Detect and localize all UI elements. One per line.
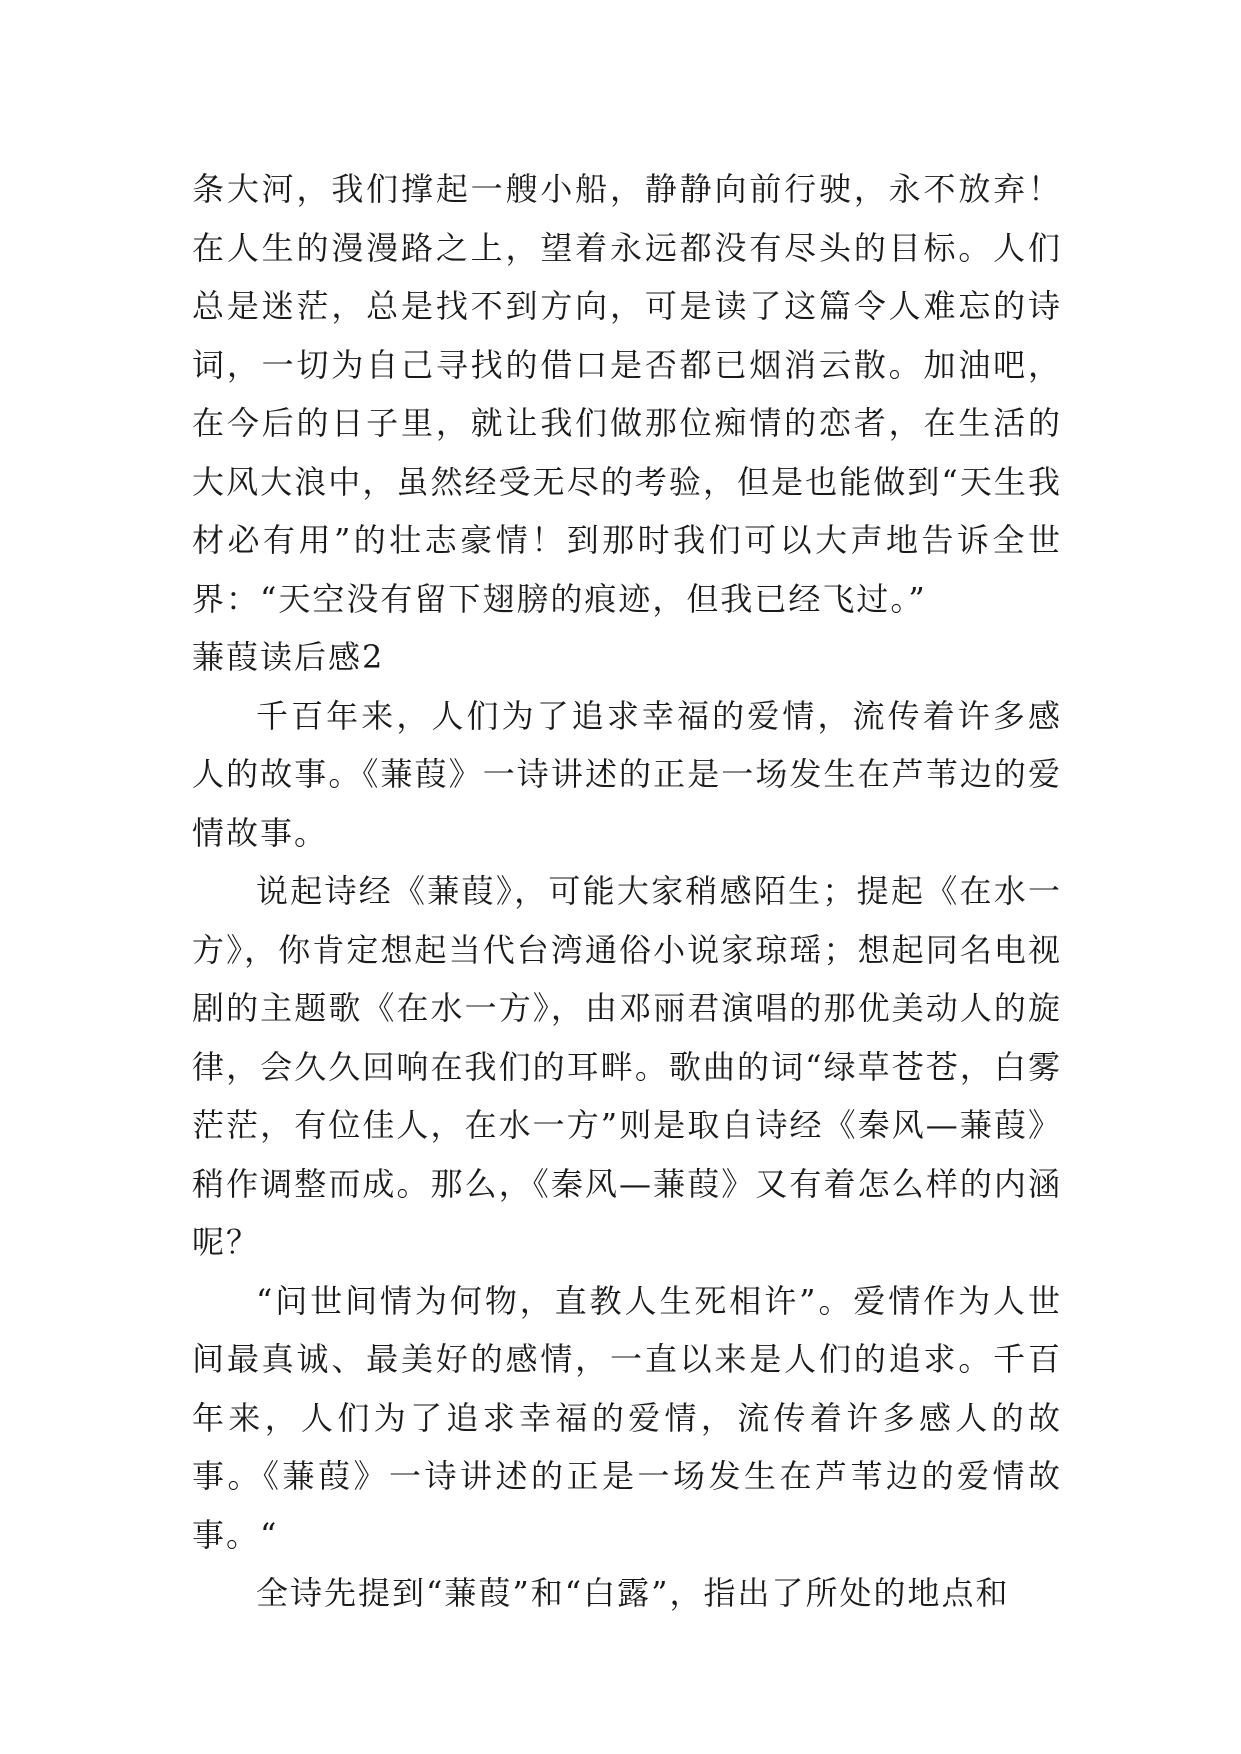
section-title: 蒹葭读后感2 <box>192 638 385 676</box>
paragraph: 全诗先提到“蒹葭”和“白露”，指出了所处的地点和 <box>256 1574 1010 1612</box>
document-body <box>192 160 1062 1623</box>
paragraph: 说起诗经《蒹葭》，可能大家稍感陌生；提起《在水一方》，你肯定想起当代台湾通俗小说家琼瑶；想起同名电视剧的主题歌《在水一方》，由邓丽君演唱的那优美动人的旋律，会久久回响在我们的耳畔。歌曲的词“绿草苍苍，白雾茫茫，有位佳人，在水一方”则是取自诗经《秦风—蒹葭》稍作调整而成。那么，《秦风—蒹葭》又有着怎么样的内涵呢？ <box>192 872 1062 1261</box>
paragraph: “问世间情为何物，直教人生死相许”。爱情作为人世间最真诚、最美好的感情，一直以来是人们的追求。千百年来，人们为了追求幸福的爱情，流传着许多感人的故事。《蒹葭》一诗讲述的正是一场发生在芦苇边的爱情故事。“ <box>192 1281 1062 1554</box>
paragraph: 条大河，我们撑起一艘小船，静静向前行驶，永不放弃！在人生的漫漫路之上，望着永远都没有尽头的目标。人们总是迷茫，总是找不到方向，可是读了这篇令人难忘的诗词，一切为自己寻找的借口是否都已烟消云散。加油吧，在今后的日子里，就让我们做那位痴情的恋者，在生活的大风大浪中，虽然经受无尽的考验，但是也能做到“天生我材必有用”的壮志豪情！到那时我们可以大声地告诉全世界：“天空没有留下翅膀的痕迹，但我已经飞过。” <box>192 170 1062 618</box>
paragraph: 千百年来，人们为了追求幸福的爱情，流传着许多感人的故事。《蒹葭》一诗讲述的正是一场发生在芦苇边的爱情故事。 <box>192 696 1062 852</box>
